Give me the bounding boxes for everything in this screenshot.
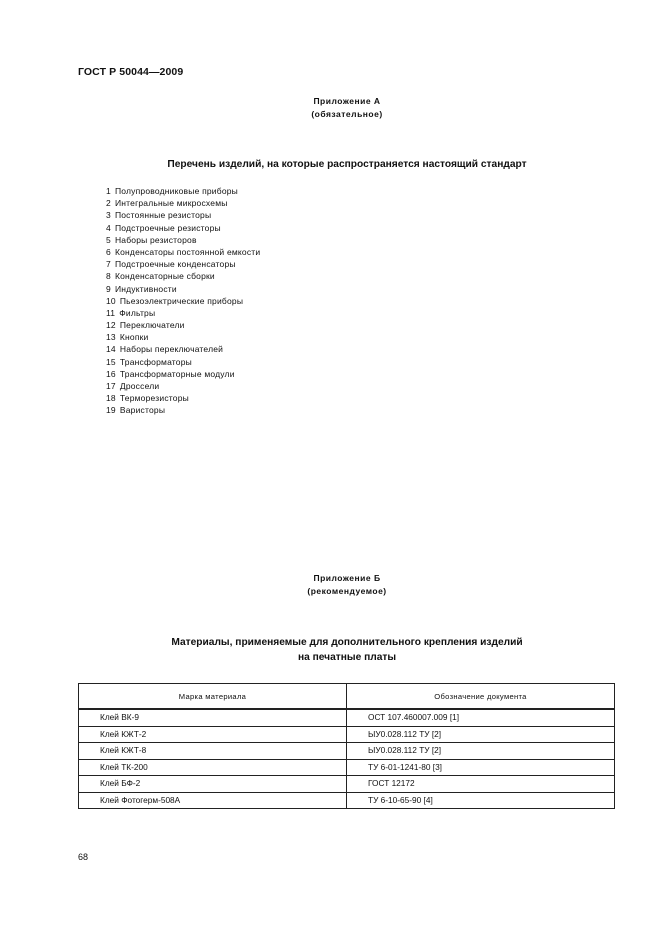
list-item-number: 8: [106, 271, 111, 282]
list-item-text: Переключатели: [119, 320, 185, 331]
document-cell: ЫУ0.028.112 ТУ [2]: [347, 743, 615, 760]
list-item: [106, 258, 260, 270]
annex-a-status: (обязательное): [311, 109, 383, 119]
list-item-number: 4: [106, 222, 111, 233]
list-item-text: Конденсаторные сборки: [114, 271, 215, 282]
material-cell: Клей КЖТ-2: [79, 726, 347, 743]
list-item-text: Подстроечные резисторы: [114, 222, 221, 233]
table-row: [79, 776, 615, 793]
list-item-text: Постоянные резисторы: [114, 210, 212, 221]
list-item-number: 15: [106, 356, 116, 367]
list-item: [106, 197, 260, 209]
list-item: [106, 185, 260, 197]
document-cell: ТУ 6-01-1241-80 [3]: [347, 759, 615, 776]
table-row: [79, 709, 615, 726]
table-header-row: [79, 684, 615, 710]
list-item-text: Варисторы: [119, 405, 166, 416]
list-item: [106, 343, 260, 355]
list-item: [106, 368, 260, 380]
list-item-number: 13: [106, 332, 116, 343]
list-item-number: 3: [106, 210, 111, 221]
document-cell: ТУ 6-10-65-90 [4]: [347, 792, 615, 809]
material-cell: Клей ВК-9: [79, 709, 347, 726]
list-item-number: 1: [106, 186, 111, 196]
list-item-text: Трансформаторные модули: [119, 368, 235, 379]
list-item: [106, 246, 260, 258]
list-item: [106, 404, 260, 416]
list-item-text: Фильтры: [119, 307, 156, 318]
list-item-number: 2: [106, 198, 111, 209]
material-cell: Клей Фотогерм-508А: [79, 792, 347, 809]
list-item-text: Кнопки: [119, 332, 149, 343]
table-row: [79, 759, 615, 776]
list-item: [106, 380, 260, 392]
list-item: [106, 319, 260, 331]
list-item: [106, 392, 260, 404]
annex-a-heading: Перечень изделий, на которые распространяется настоящий стандарт: [167, 159, 527, 170]
column-header-document: Обозначение документа: [347, 684, 615, 710]
material-cell: Клей ТК-200: [79, 759, 347, 776]
list-item-text: Индуктивности: [114, 283, 177, 294]
list-item-number: 12: [106, 320, 116, 331]
annex-b-title: Приложение Б: [313, 573, 381, 583]
annex-b-heading: [0, 635, 661, 665]
table-row: [79, 743, 615, 760]
materials-table: [78, 683, 615, 809]
list-item-text: Полупроводниковые приборы: [114, 186, 238, 196]
document-cell: ГОСТ 12172: [347, 776, 615, 793]
table-row: [79, 726, 615, 743]
document-cell: ОСТ 107.460007.009 [1]: [347, 709, 615, 726]
list-item-number: 11: [106, 307, 116, 318]
list-item: [106, 331, 260, 343]
list-item-text: Наборы резисторов: [114, 234, 197, 245]
list-item: [106, 222, 260, 234]
product-list: [106, 185, 260, 417]
list-item-number: 17: [106, 381, 116, 391]
material-cell: Клей КЖТ-8: [79, 743, 347, 760]
list-item-text: Терморезисторы: [119, 393, 189, 404]
document-cell: ЫУ0.028.112 ТУ [2]: [347, 726, 615, 743]
annex-b-heading-line-2: на печатные платы: [297, 652, 397, 663]
list-item-number: 19: [106, 405, 116, 416]
list-item-text: Подстроечные конденсаторы: [114, 259, 236, 270]
list-item: [106, 356, 260, 368]
list-item-text: Трансформаторы: [119, 356, 192, 367]
list-item-number: 10: [106, 295, 116, 306]
list-item-text: Наборы переключателей: [119, 344, 224, 355]
page-number: 68: [78, 852, 89, 862]
document-header: ГОСТ Р 50044—2009: [78, 66, 184, 78]
list-item-number: 16: [106, 368, 116, 379]
list-item-text: Дроссели: [119, 381, 160, 391]
list-item: [106, 283, 260, 295]
material-cell: Клей БФ-2: [79, 776, 347, 793]
list-item-number: 14: [106, 344, 116, 355]
list-item: [106, 209, 260, 221]
list-item-number: 5: [106, 234, 111, 245]
list-item-number: 18: [106, 393, 116, 404]
list-item: [106, 295, 260, 307]
list-item-number: 9: [106, 283, 111, 294]
annex-b-status: (рекомендуемое): [307, 586, 387, 596]
list-item-text: Пьезоэлектрические приборы: [119, 295, 244, 306]
annex-b-label: [0, 572, 661, 598]
annex-b-heading-line-1: Материалы, применяемые для дополнительного крепления изделий: [171, 637, 523, 648]
column-header-material: Марка материала: [79, 684, 347, 710]
annex-a-title: Приложение А: [313, 96, 381, 106]
list-item-number: 6: [106, 246, 111, 257]
list-item: [106, 270, 260, 282]
list-item-text: Конденсаторы постоянной емкости: [114, 246, 261, 257]
list-item-number: 7: [106, 259, 111, 270]
list-item: [106, 234, 260, 246]
list-item: [106, 307, 260, 319]
annex-a-label: [0, 95, 661, 121]
list-item-text: Интегральные микросхемы: [114, 198, 228, 209]
table-row: [79, 792, 615, 809]
